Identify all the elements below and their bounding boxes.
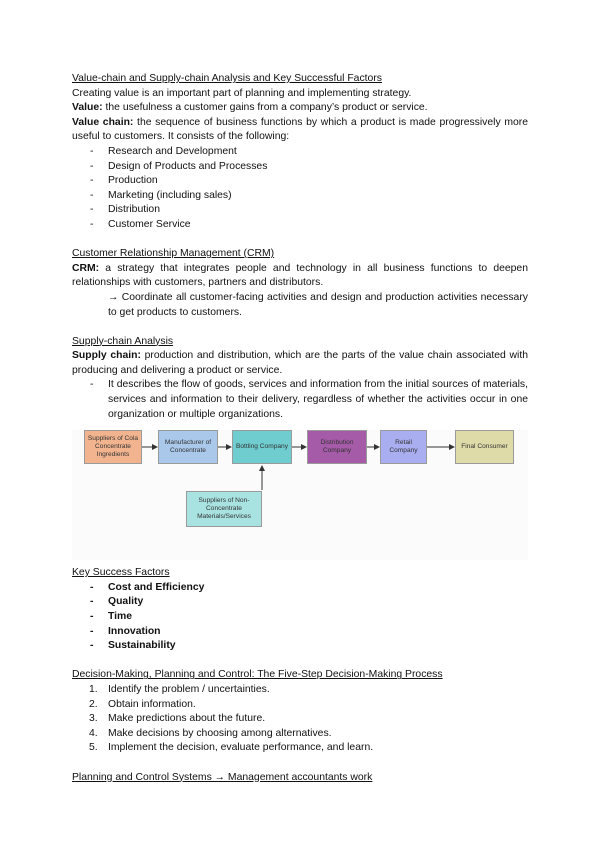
value-chain-def: the sequence of business functions by which a product is made progressively more useful to customers. It consists of the following: [72, 116, 528, 143]
crm-note: → Coordinate all customer-facing activities and design and production activities necessary to get products to customers. [108, 291, 528, 318]
list-item: - Customer Service [72, 218, 528, 233]
supply-chain-diagram [72, 430, 528, 560]
list-item: - Time [72, 610, 528, 625]
key-success-list [72, 581, 528, 654]
planning-control-heading: Planning and Control Systems → Management accountants work [72, 771, 373, 783]
list-item: - Innovation [72, 625, 528, 640]
box-suppliers-cola: Suppliers of Cola Concentrate Ingredients [84, 430, 142, 464]
crm-heading: Customer Relationship Management (CRM) [72, 248, 275, 260]
list-item: - Design of Products and Processes [72, 160, 528, 175]
decision-steps-list [72, 683, 528, 756]
list-item: - Marketing (including sales) [72, 189, 528, 204]
list-item: - Cost and Efficiency [72, 581, 528, 596]
crm-definition [72, 262, 528, 291]
crm-section [72, 247, 528, 320]
value-chain-term: Value chain: [72, 116, 134, 128]
box-distribution: Distribution Company [307, 430, 367, 464]
box-suppliers-non-concentrate: Suppliers of Non-Concentrate Materials/Services [186, 491, 262, 527]
list-item: 2. Obtain information. [89, 698, 196, 710]
list-item: 5. Implement the decision, evaluate performance, and learn. [89, 742, 374, 754]
decision-making-heading: Decision-Making, Planning and Control: The Five-Step Decision-Making Process [72, 669, 443, 681]
list-item: 4. Make decisions by choosing among alternatives. [89, 727, 332, 739]
decision-making-section [72, 668, 528, 756]
value-chain-definition [72, 116, 528, 145]
value-term: Value: [72, 102, 103, 114]
list-item: - Quality [72, 595, 528, 610]
crm-def: a strategy that integrates people and technology in all business functions to deepen relationships with customers, partners and distributors. [72, 262, 528, 289]
list-item: - Research and Development [72, 145, 528, 160]
planning-control-section [72, 771, 528, 786]
document-page [72, 72, 528, 785]
crm-term: CRM: [72, 262, 100, 274]
value-chain-heading: Value-chain and Supply-chain Analysis and Key Successful Factors [72, 73, 382, 84]
value-def: the usefulness a customer gains from a company’s product or service. [102, 102, 428, 114]
business-functions-list [72, 145, 528, 233]
supply-chain-bullet: - It describes the flow of goods, services and information from the initial sources of materials, services and information to their delivery, regardless of whether the activities occur in one organization or multiple organizations. [90, 379, 528, 420]
list-item: - Sustainability [72, 639, 528, 654]
supply-chain-heading: Supply-chain Analysis [72, 335, 174, 347]
box-retail: Retail Company [380, 430, 427, 464]
value-definition [72, 101, 528, 116]
box-manufacturer: Manufacturer of Concentrate [158, 430, 218, 464]
box-final-consumer: Final Consumer [455, 430, 514, 464]
list-item: 1. Identify the problem / uncertainties. [89, 684, 270, 695]
list-item: - Distribution [72, 203, 528, 218]
list-item: - Production [72, 174, 528, 189]
box-bottling: Bottling Company [232, 430, 292, 464]
list-item: 3. Make predictions about the future. [89, 713, 266, 725]
supply-chain-term: Supply chain: [72, 350, 141, 362]
key-success-section [72, 566, 528, 654]
key-success-heading: Key Success Factors [72, 567, 170, 579]
supply-chain-section [72, 335, 528, 423]
supply-chain-definition [72, 349, 528, 378]
intro-text: Creating value is an important part of planning and implementing strategy. [72, 87, 412, 99]
supply-chain-def: production and distribution, which are the parts of the value chain associated with producing and delivering a product or service. [72, 350, 528, 376]
supply-chain-bullet-text: It describes the flow of goods, services and information from the initial sources of materials, services and information to their delivery, regardless of whether the activities occur in one organization or multiple organizations. [108, 379, 528, 420]
